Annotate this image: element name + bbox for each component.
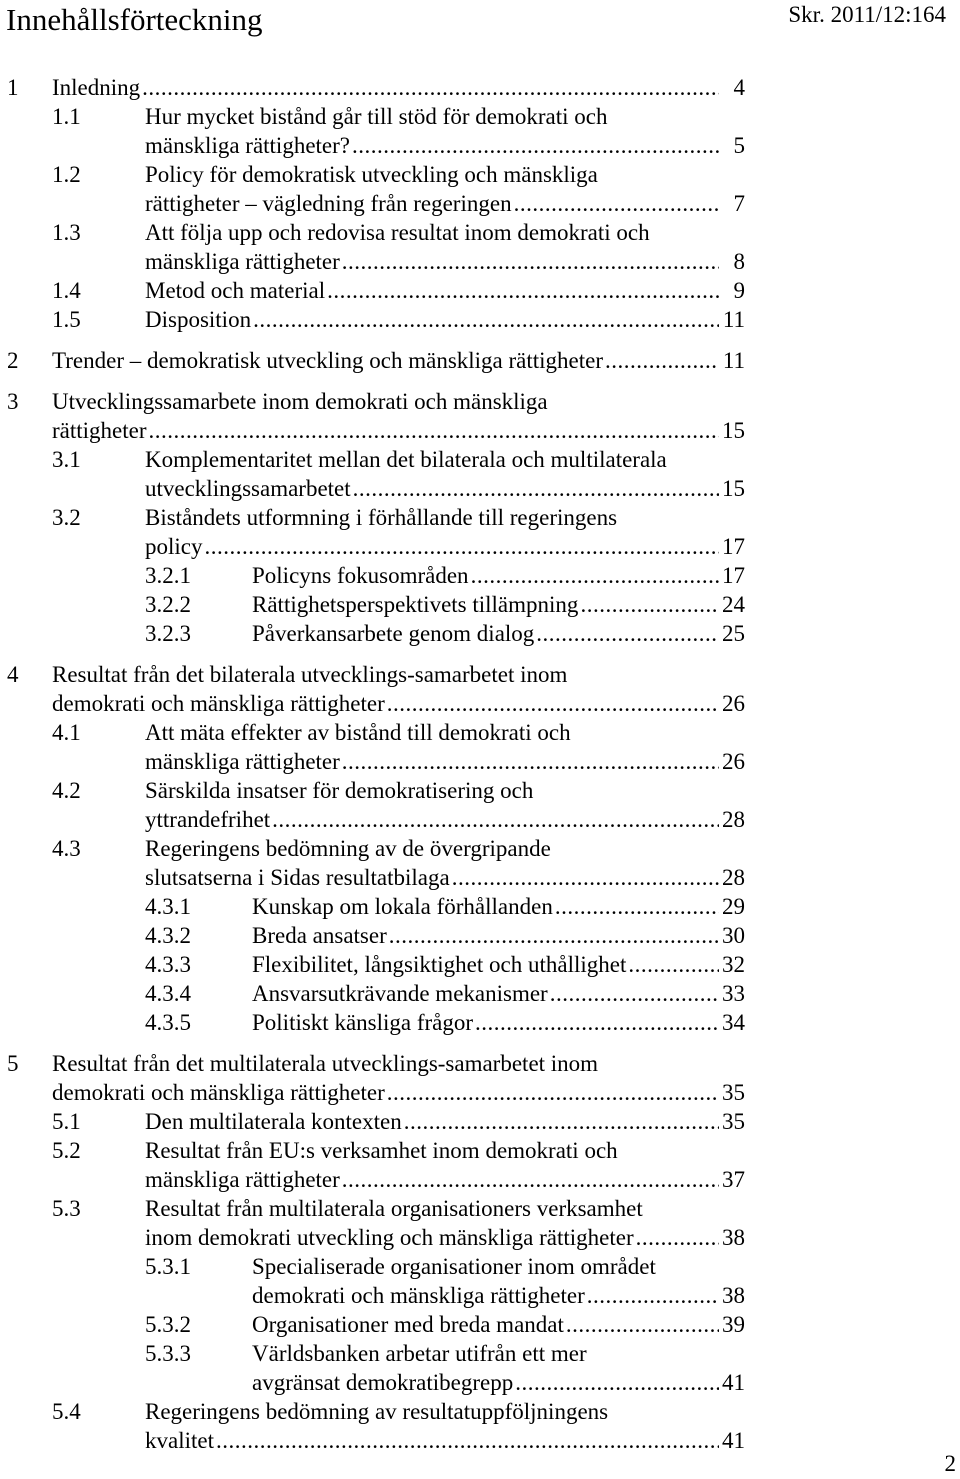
- toc-entry-title: rättigheter – vägledning från regeringen: [145, 191, 512, 216]
- toc-entry-title: Policyns fokusområden: [252, 563, 469, 588]
- toc-section-number: 4.3.5: [145, 1010, 191, 1035]
- toc-leader-row: [145, 131, 745, 160]
- toc-dot-leader: [342, 747, 719, 776]
- toc-leader-row: [252, 619, 745, 648]
- toc-leader-row: [252, 921, 745, 950]
- toc-entry-title: Världsbanken arbetar utifrån ett mer: [252, 1341, 587, 1366]
- toc-section-number: 1.4: [52, 278, 81, 303]
- toc-page-number: 25: [722, 621, 745, 646]
- toc-entry-title: Utvecklingssamarbete inom demokrati och mänskliga: [52, 389, 548, 414]
- toc-leader-row: [145, 1107, 745, 1136]
- toc-entry-title: Regeringens bedömning av resultatuppföljningens: [145, 1399, 609, 1424]
- toc-entry-line-with-page: [145, 1426, 745, 1455]
- toc-entry-title: Påverkansarbete genom dialog: [252, 621, 535, 646]
- toc-page-number: 34: [722, 1010, 745, 1035]
- toc-dot-leader: [452, 863, 719, 892]
- toc-entry-line-with-page: [145, 863, 745, 892]
- toc-leader-row: [145, 805, 745, 834]
- toc-entry-line-with-page: [145, 1107, 745, 1136]
- toc-entry-line-with-page: [52, 346, 745, 375]
- toc-entry-line-with-page: [252, 1368, 745, 1397]
- toc-section-number: 4.2: [52, 778, 81, 803]
- toc-entry-line-with-page: [145, 247, 745, 276]
- toc-section-number: 5.3.1: [145, 1254, 191, 1279]
- toc-entry-title: inom demokrati utveckling och mänskliga rättigheter: [145, 1225, 634, 1250]
- toc-dot-leader: [566, 1310, 719, 1339]
- toc-entry-title: Biståndets utformning i förhållande till regeringens: [145, 505, 618, 530]
- toc-section-number: 4.1: [52, 720, 81, 745]
- toc-entry-title: Ansvarsutkrävande mekanismer: [252, 981, 548, 1006]
- toc-section-number: 4.3.4: [145, 981, 191, 1006]
- toc-leader-row: [145, 1165, 745, 1194]
- toc-dot-leader: [389, 921, 719, 950]
- toc-entry-line-with-page: [252, 979, 745, 1008]
- toc-section-number: 5: [7, 1051, 19, 1076]
- toc-leader-row: [252, 1008, 745, 1037]
- toc-dot-leader: [471, 561, 719, 590]
- toc-entry-title: demokrati och mänskliga rättigheter: [52, 691, 385, 716]
- toc-entry-title: Breda ansatser: [252, 923, 387, 948]
- toc-entry-line-with-page: [145, 532, 745, 561]
- toc-page-number: 35: [722, 1080, 745, 1105]
- toc-entry-line-with-page: [52, 1078, 745, 1107]
- toc-entry-line-with-page: [252, 921, 745, 950]
- toc-entry-line-with-page: [252, 1281, 745, 1310]
- toc-page-number: 39: [722, 1312, 745, 1337]
- toc-entry-line-with-page: [145, 747, 745, 776]
- toc-entry-title: Politiskt känsliga frågor: [252, 1010, 474, 1035]
- toc-entry-title: kvalitet: [145, 1428, 214, 1453]
- toc-entry-title: Kunskap om lokala förhållanden: [252, 894, 553, 919]
- toc-dot-leader: [352, 131, 719, 160]
- toc-page-number: 24: [722, 592, 745, 617]
- toc-page-number: 11: [722, 307, 745, 332]
- toc-section-number: 5.4: [52, 1399, 81, 1424]
- toc-entry-title: mänskliga rättigheter?: [145, 133, 351, 158]
- toc-dot-leader: [342, 247, 719, 276]
- toc-entry-line-with-page: [252, 619, 745, 648]
- toc-page-number: 33: [722, 981, 745, 1006]
- toc-dot-leader: [387, 689, 719, 718]
- toc-entry-title: Komplementaritet mellan det bilaterala och multilaterala: [145, 447, 667, 472]
- toc-entry-line-with-page: [252, 1310, 745, 1339]
- toc-leader-row: [145, 305, 745, 334]
- toc-dot-leader: [475, 1008, 719, 1037]
- toc-dot-leader: [587, 1281, 719, 1310]
- toc-leader-row: [52, 416, 745, 445]
- toc-page-number: 15: [722, 476, 745, 501]
- toc-entry-title: Den multilaterala kontexten: [145, 1109, 402, 1134]
- toc-section-number: 5.3: [52, 1196, 81, 1221]
- toc-entry-title: avgränsat demokratibegrepp: [252, 1370, 514, 1395]
- toc-entry-title: Specialiserade organisationer inom området: [252, 1254, 656, 1279]
- toc-entry-line-with-page: [145, 131, 745, 160]
- toc-dot-leader: [142, 73, 719, 102]
- toc-entry-line-with-page: [145, 305, 745, 334]
- toc-section-number: 5.3.3: [145, 1341, 191, 1366]
- toc-entry-title: demokrati och mänskliga rättigheter: [52, 1080, 385, 1105]
- toc-entry-line-with-page: [252, 590, 745, 619]
- toc-page-number: 37: [722, 1167, 745, 1192]
- toc-section-number: 4.3.2: [145, 923, 191, 948]
- toc-section-number: 5.2: [52, 1138, 81, 1163]
- toc-section-number: 3.2.3: [145, 621, 191, 646]
- toc-entry-title: demokrati och mänskliga rättigheter: [252, 1283, 585, 1308]
- toc-section-number: 3.2.1: [145, 563, 191, 588]
- toc-leader-row: [252, 1281, 745, 1310]
- toc-section-number: 1.5: [52, 307, 81, 332]
- toc-entry-line-with-page: [145, 1223, 745, 1252]
- toc-leader-row: [145, 1223, 745, 1252]
- page-title: Innehållsförteckning: [6, 2, 263, 37]
- toc-leader-row: [252, 590, 745, 619]
- toc-entry-title: Resultat från det multilaterala utvecklings-samarbetet inom: [52, 1051, 599, 1076]
- toc-dot-leader: [216, 1426, 719, 1455]
- toc-entry-title: Hur mycket bistånd går till stöd för demokrati och: [145, 104, 608, 129]
- toc-leader-row: [145, 532, 745, 561]
- toc-section-number: 4: [7, 662, 19, 687]
- toc-entry-line-with-page: [252, 950, 745, 979]
- toc-page-number: 17: [722, 563, 745, 588]
- toc-section-number: 1.3: [52, 220, 81, 245]
- toc-leader-row: [252, 892, 745, 921]
- toc-entry-title: Organisationer med breda mandat: [252, 1312, 564, 1337]
- toc-dot-leader: [636, 1223, 719, 1252]
- toc-entry-title: yttrandefrihet: [145, 807, 271, 832]
- toc-entry-title: Att mäta effekter av bistånd till demokrati och: [145, 720, 571, 745]
- toc-leader-row: [52, 689, 745, 718]
- toc-page-number: 11: [722, 348, 745, 373]
- toc-leader-row: [252, 1310, 745, 1339]
- toc-dot-leader: [342, 1165, 719, 1194]
- toc-entry-title: Särskilda insatser för demokratisering och: [145, 778, 534, 803]
- toc-entry-title: Resultat från EU:s verksamhet inom demokrati och: [145, 1138, 618, 1163]
- toc-page-number: 8: [733, 249, 745, 274]
- toc-entry-title: mänskliga rättigheter: [145, 1167, 340, 1192]
- toc-dot-leader: [387, 1078, 719, 1107]
- toc-page-number: 15: [722, 418, 745, 443]
- toc-page-number: 41: [722, 1370, 745, 1395]
- toc-dot-leader: [514, 189, 719, 218]
- toc-page-number: 32: [722, 952, 745, 977]
- toc-section-number: 1.1: [52, 104, 81, 129]
- toc-leader-row: [52, 346, 745, 375]
- toc-page-number: 28: [722, 807, 745, 832]
- toc-section-number: 5.1: [52, 1109, 81, 1134]
- toc-entry-title: Policy för demokratisk utveckling och mänskliga: [145, 162, 598, 187]
- toc-leader-row: [145, 247, 745, 276]
- toc-dot-leader: [605, 346, 719, 375]
- toc-entry-title: mänskliga rättigheter: [145, 749, 340, 774]
- toc-leader-row: [145, 863, 745, 892]
- toc-page-number: 9: [733, 278, 745, 303]
- toc-section-number: 4.3.1: [145, 894, 191, 919]
- toc-entry-title: policy: [145, 534, 203, 559]
- toc-leader-row: [145, 189, 745, 218]
- toc-entry-line-with-page: [145, 189, 745, 218]
- toc-section-number: 1.2: [52, 162, 81, 187]
- toc-dot-leader: [205, 532, 720, 561]
- toc-page-number: 41: [722, 1428, 745, 1453]
- toc-entry-line-with-page: [145, 474, 745, 503]
- toc-entry-line-with-page: [252, 1008, 745, 1037]
- toc-leader-row: [52, 1078, 745, 1107]
- toc-dot-leader: [536, 619, 719, 648]
- toc-dot-leader: [253, 305, 719, 334]
- toc-section-number: 3.2: [52, 505, 81, 530]
- toc-dot-leader: [628, 950, 719, 979]
- toc-entry-line-with-page: [252, 892, 745, 921]
- toc-dot-leader: [327, 276, 719, 305]
- toc-entry-title: Inledning: [52, 75, 141, 100]
- toc-entry-line-with-page: [52, 416, 745, 445]
- toc-entry-line-with-page: [52, 73, 745, 102]
- toc-section-number: 3: [7, 389, 19, 414]
- toc-entry-title: Flexibilitet, långsiktighet och uthållighet: [252, 952, 627, 977]
- toc-entry-title: Regeringens bedömning av de övergripande: [145, 836, 551, 861]
- toc-entry-title: mänskliga rättigheter: [145, 249, 340, 274]
- toc-section-number: 4.3: [52, 836, 81, 861]
- toc-dot-leader: [515, 1368, 719, 1397]
- toc-leader-row: [145, 276, 745, 305]
- toc-leader-row: [252, 561, 745, 590]
- toc-page-number: 5: [733, 133, 745, 158]
- toc-leader-row: [52, 73, 745, 102]
- toc-entry-title: Metod och material: [145, 278, 326, 303]
- toc-entry-title: Disposition: [145, 307, 252, 332]
- toc-entry-line-with-page: [52, 689, 745, 718]
- toc-page-number: 26: [722, 749, 745, 774]
- toc-section-number: 3.2.2: [145, 592, 191, 617]
- toc-entry-title: Rättighetsperspektivets tillämpning: [252, 592, 579, 617]
- toc-leader-row: [145, 1426, 745, 1455]
- toc-entry-line-with-page: [252, 561, 745, 590]
- toc-section-number: 1: [7, 75, 19, 100]
- toc-entry-title: Att följa upp och redovisa resultat inom demokrati och: [145, 220, 650, 245]
- toc-leader-row: [252, 979, 745, 1008]
- toc-section-number: 3.1: [52, 447, 81, 472]
- toc-entry-title: Trender – demokratisk utveckling och mänskliga rättigheter: [52, 348, 604, 373]
- toc-page-number: 30: [722, 923, 745, 948]
- toc-page-number: 17: [722, 534, 745, 559]
- toc-dot-leader: [272, 805, 719, 834]
- toc-section-number: 4.3.3: [145, 952, 191, 977]
- toc-entry-title: Resultat från det bilaterala utvecklings-samarbetet inom: [52, 662, 568, 687]
- toc-dot-leader: [555, 892, 719, 921]
- toc-leader-row: [252, 1368, 745, 1397]
- toc-leader-row: [252, 950, 745, 979]
- page-number: 2: [944, 1451, 956, 1476]
- toc-page-number: 7: [733, 191, 745, 216]
- toc-dot-leader: [149, 416, 719, 445]
- toc-page-number: 35: [722, 1109, 745, 1134]
- toc-dot-leader: [580, 590, 719, 619]
- toc-entry-line-with-page: [145, 276, 745, 305]
- toc-page-number: 4: [733, 75, 745, 100]
- toc-page-number: 28: [722, 865, 745, 890]
- toc-page-number: 38: [722, 1225, 745, 1250]
- toc-entry-title: Resultat från multilaterala organisationers verksamhet: [145, 1196, 643, 1221]
- toc-dot-leader: [550, 979, 719, 1008]
- toc-dot-leader: [353, 474, 719, 503]
- toc-page-number: 38: [722, 1283, 745, 1308]
- toc-section-number: 5.3.2: [145, 1312, 191, 1337]
- toc-entry-line-with-page: [145, 805, 745, 834]
- toc-page-number: 29: [722, 894, 745, 919]
- toc-entry-title: slutsatserna i Sidas resultatbilaga: [145, 865, 450, 890]
- toc-entry-title: rättigheter: [52, 418, 147, 443]
- toc-dot-leader: [404, 1107, 719, 1136]
- toc-entry-line-with-page: [145, 1165, 745, 1194]
- toc-leader-row: [145, 747, 745, 776]
- toc-page-number: 26: [722, 691, 745, 716]
- toc-section-number: 2: [7, 348, 19, 373]
- document-reference: Skr. 2011/12:164: [788, 2, 946, 27]
- toc-entry-title: utvecklingssamarbetet: [145, 476, 351, 501]
- toc-leader-row: [145, 474, 745, 503]
